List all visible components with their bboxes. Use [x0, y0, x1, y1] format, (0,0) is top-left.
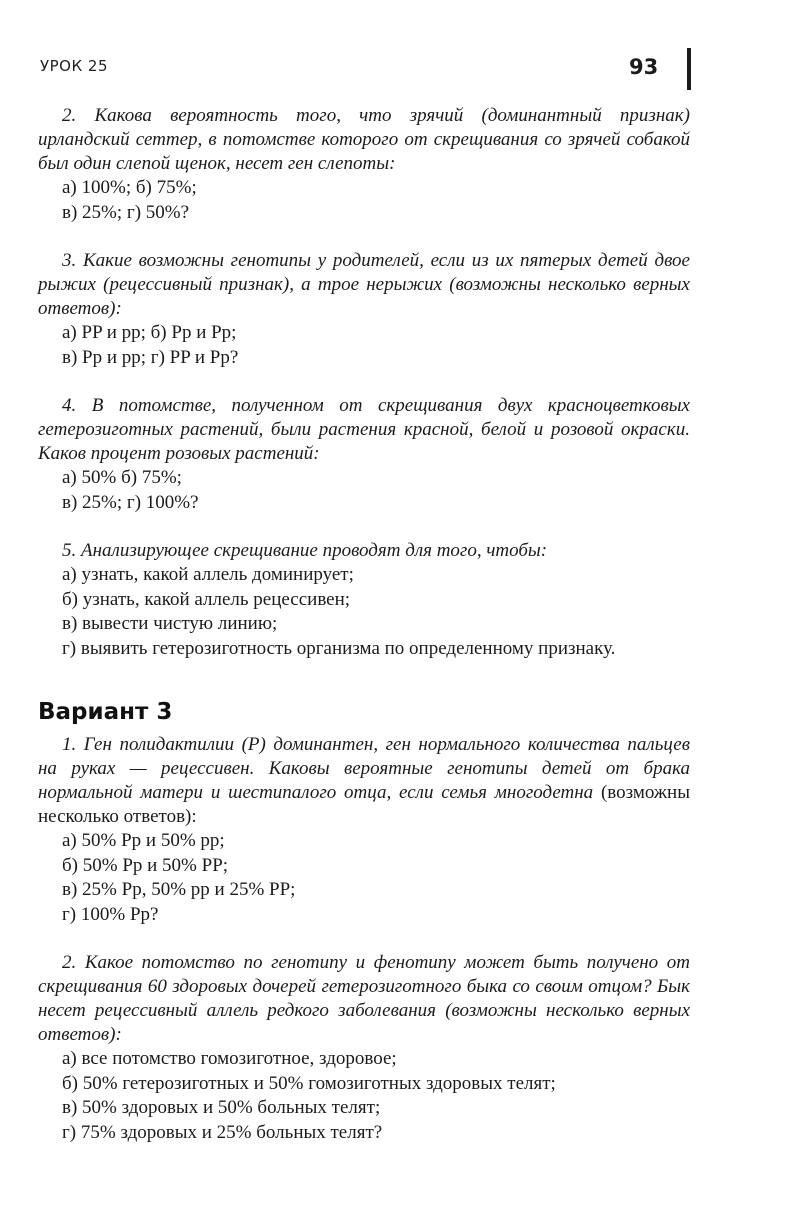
question-text: 3. Какие возможны генотипы у родителей, если из их пятерых детей двое рыжих (рецессивный признак), а трое нерыжих (возможны несколько верных ответов): — [38, 250, 690, 319]
header-rule — [687, 48, 691, 90]
answer-option: в) 25%; г) 50%? — [62, 201, 190, 223]
answer-option: в) вывести чистую линию; — [62, 613, 278, 634]
question-text-main: 1. Ген полидактилии (P) доминантен, ген нормального количества пальцев на руках — рецессивен. Каковы вероятные генотипы детей от брака нормальной матери и шестипалого отца, если семья многодетна — [38, 734, 690, 803]
answer-option: в) 25% Pp, 50% pp и 25% PP; — [62, 879, 296, 900]
question-text: 2. Какое потомство по генотипу и фенотипу может быть получено от скрещивания 60 здоровых дочерей гетерозиготного быка со своим отцом? Бык несет рецессивный аллель редкого заболевания (возможны несколько верных ответов): — [38, 952, 690, 1045]
answer-option: б) 50% Pp и 50% PP; — [62, 854, 229, 876]
variant-heading: Вариант 3 — [38, 699, 173, 725]
question-text: 5. Анализирующее скрещивание проводят для того, чтобы: — [62, 540, 548, 561]
answer-option: а) 50% б) 75%; — [62, 467, 182, 488]
question-block — [38, 249, 690, 370]
answer-option: в) Pp и pp; г) PP и Pp? — [62, 346, 239, 368]
question-block — [38, 104, 690, 225]
answer-option: в) 25%; г) 100%? — [62, 491, 199, 513]
answer-option: г) 75% здоровых и 25% больных телят? — [62, 1121, 383, 1143]
question-text: 4. В потомстве, полученном от скрещивания двух красноцветковых гетерозиготных растений, были растения красной, белой и розовой окраски. Каков процент розовых растений: — [38, 395, 690, 464]
question-block — [38, 733, 690, 927]
answer-option: а) PP и pp; б) Pp и Pp; — [62, 322, 237, 343]
question-block — [38, 539, 690, 661]
answer-option: а) 50% Pp и 50% pp; — [62, 830, 225, 851]
answer-option: в) 50% здоровых и 50% больных телят; — [62, 1097, 381, 1118]
question-text-tail: (возможны несколько ответов): — [38, 782, 690, 827]
answer-option: г) 100% Pp? — [62, 903, 159, 925]
answer-option: а) узнать, какой аллель доминирует; — [62, 564, 354, 585]
answer-option: б) 50% гетерозиготных и 50% гомозиготных здоровых телят; — [62, 1072, 556, 1094]
question-block — [38, 951, 690, 1145]
page-content — [38, 104, 690, 1145]
answer-option: а) все потомство гомозиготное, здоровое; — [62, 1048, 397, 1069]
question-text — [38, 733, 690, 829]
answer-option: а) 100%; б) 75%; — [62, 177, 197, 198]
page-number: 93 — [629, 55, 659, 79]
question-text: 2. Какова вероятность того, что зрячий (доминантный признак) ирландский сеттер, в потомстве которого от скрещивания со зрячей собакой был один слепой щенок, несет ген слепоты: — [38, 105, 690, 174]
running-head-lesson: УРОК 25 — [40, 57, 108, 75]
answer-option: г) выявить гетерозиготность организма по определенному признаку. — [62, 637, 616, 659]
answer-option: б) узнать, какой аллель рецессивен; — [62, 588, 351, 610]
question-block — [38, 394, 690, 515]
